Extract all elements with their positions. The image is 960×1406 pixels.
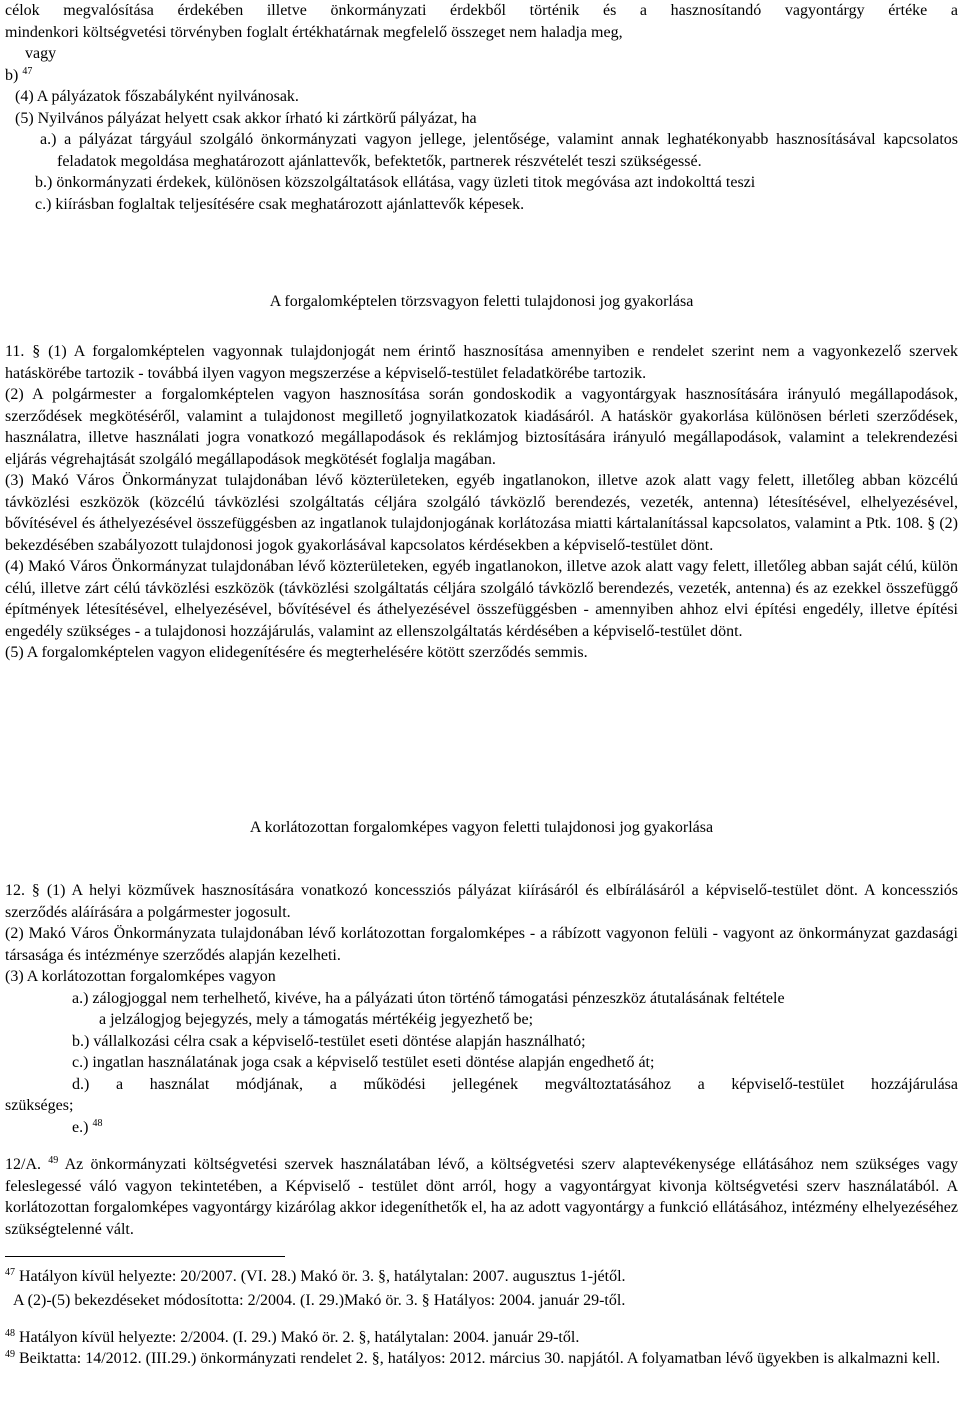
item-label: e.) xyxy=(72,1118,89,1136)
footnote-ref-49[interactable]: 49 xyxy=(48,1155,59,1166)
list-item-b: b.) önkormányzati érdekek, különösen közszolgáltatások ellátása, vagy üzleti titok megóvása azt indokolttá teszi xyxy=(35,174,756,191)
paragraph: (4) Makó Város Önkormányzat tulajdonában lévő közterületeken, egyéb ingatlanokon, illetve azok alatt vagy felett, illetőleg abban saját célú, külön célú, illetve zárt célú távközlési eszközök (távközlési szolgáltatás céljára szolgáló távközlő berendezés, vezeték, antenna) és az ezekkel összefüggő építmények létesítésével, elhelyezésével, bővítésével és áthelyezésével összefüggésben - amennyiben ahhoz elvi építési engedély, illetve építési engedély szükséges - a tulajdonosi hozzájárulás, valamint az ellenszolgáltatás kérdésében a képviselő-testület dönt. xyxy=(5,558,958,640)
list-item-b: b.) vállalkozási célra csak a képviselő-testület eseti döntése alapján használható; xyxy=(72,1032,586,1050)
section-11-body xyxy=(5,341,958,664)
list-item-e xyxy=(5,1117,958,1139)
section-12-body xyxy=(5,880,958,1138)
paragraph xyxy=(5,1154,958,1240)
footnote-text: Hatályon kívül helyezte: 2/2004. (I. 29.) Makó ör. 2. §, hatálytalan: 2004. január 29-től. xyxy=(19,1329,580,1346)
footnote-text: Beiktatta: 14/2012. (III.29.) önkormányzati rendelet 2. §, hatályos: 2012. március 30. napjától. A folyamatban lévő ügyekben is alkalmazni kell. xyxy=(19,1350,941,1367)
footnote-number: 49 xyxy=(5,1349,15,1360)
section-heading: A forgalomképtelen törzsvagyon feletti tulajdonosi jog gyakorlása xyxy=(269,293,694,310)
top-block xyxy=(5,0,958,215)
footnote-47 xyxy=(5,1266,958,1287)
section-label: 12/A. xyxy=(5,1156,41,1173)
footnote-separator xyxy=(5,1256,285,1257)
paragraph: (3) A korlátozottan forgalomképes vagyon xyxy=(5,968,276,985)
paragraph-5: (5) Nyilvános pályázat helyett csak akkor írható ki zártkörű pályázat, ha xyxy=(15,109,477,127)
paragraph-line: célok megvalósítása érdekében illetve önkormányzati érdekből történik és a hasznosítandó vagyontárgy értéke a xyxy=(5,2,958,19)
footnotes xyxy=(5,1266,958,1369)
list-item-a: a.) zálogjoggal nem terhelhető, kivéve, ha a pályázati úton történő támogatási pénzeszköz átutalásának feltétele xyxy=(72,989,785,1007)
paragraph-4: (4) A pályázatok főszabályként nyilvánosak. xyxy=(15,88,299,105)
list-item-a-cont: a jelzálogjog bejegyzés, mely a támogatás mértékéig jegyezhető be; xyxy=(99,1011,534,1028)
list-item-c: c.) kiírásban foglaltak teljesítésére csak meghatározott ajánlattevők képesek. xyxy=(35,195,525,213)
section-text: Az önkormányzati költségvetési szervek használatában lévő, a költségvetési szerv alaptevékenysége ellátásához nem szükséges vagy feleslegessé váló vagyon tekintetében, a Képviselő - testület dönt arról, hogy a vagyontárgyat kivonja költségvetési szerv használatából. A korlátozottan forgalomképes vagyontárgy kizárólag akkor idegeníthetők el, ha az adott vagyontárgy a funkció ellátásához, intézmény elhelyezéséhez szükségtelenné vált. xyxy=(5,1156,959,1238)
section-12a xyxy=(5,1154,958,1240)
item-b-repealed xyxy=(5,65,958,87)
paragraph: (3) Makó Város Önkormányzat tulajdonában lévő közterületeken, egyéb ingatlanokon, illetve azok alatt vagy felett, illetőleg abban közcélú távközlési eszközök (közcélú távközlési szolgáltatás céljára szolgáló távközlő berendezés, vezeték, antenna) létesítésével, elhelyezésével, bővítésével és áthelyezésével összefüggésben az ingatlanok tulajdonjogának korlátozása miatti kártalanítással kapcsolatos, valamint a Ptk. 108. § (2) bekezdésében szabályozott tulajdonosi jogok gyakorlásával kapcsolatos kérdésekben a képviselő-testület dönt. xyxy=(5,472,958,554)
list-item-c: c.) ingatlan használatának joga csak a képviselő testület eseti döntése alapján engedhető át; xyxy=(72,1054,655,1071)
section-heading: A korlátozottan forgalomképes vagyon feletti tulajdonosi jog gyakorlása xyxy=(249,819,714,836)
paragraph: 12. § (1) A helyi közművek hasznosítására vonatkozó koncessziós pályázat kiírásáról és elbírálásáról a képviselő-testület dönt. A koncessziós szerződés aláírására a polgármester jogosult. xyxy=(5,882,958,921)
footnote-number: 48 xyxy=(5,1328,15,1339)
list-item-d-cont: szükséges; xyxy=(5,1097,74,1114)
footnote-ref-48[interactable]: 48 xyxy=(92,1117,103,1129)
item-label: b) xyxy=(5,66,19,84)
paragraph: (2) Makó Város Önkormányzata tulajdonában lévő korlátozottan forgalomképes - a rábízott vagyonon felüli - vagyont az önkormányzat gazdasági társasága és intézménye szerződés alapján kezelheti. xyxy=(5,925,958,964)
footnote-number: 47 xyxy=(5,1267,15,1278)
footnote-48 xyxy=(5,1327,958,1348)
paragraph-line: mindenkori költségvetési törvényben foglalt értékhatárnak megfelelő összeget nem haladja meg, xyxy=(5,23,623,41)
footnote-ref-47[interactable]: 47 xyxy=(22,65,33,77)
footnote-text: Hatályon kívül helyezte: 20/2007. (VI. 28.) Makó ör. 3. §, hatálytalan: 2007. augusztus 1-jétől. xyxy=(19,1268,626,1285)
list-item-a: a.) a pályázat tárgyául szolgáló önkormányzati vagyon jellege, jelentősége, valamint annak leghatékonyabb hasznosításával kapcsolatos feladatok megoldása meghatározott ajánlattevők, befektetők, partnerek részvételét teszi szükségessé. xyxy=(40,131,958,170)
footnote-49 xyxy=(5,1348,958,1369)
paragraph: (2) A polgármester a forgalomképtelen vagyon hasznosítása során gondoskodik a vagyontárgyak hasznosítására irányuló megállapodások, szerződések megkötéséről, valamint a tulajdonost megillető jognyilatkozatok kiadásáról. A hatáskör gyakorlása különösen bérleti szerződések, használatra, illetve használati jogra vonatkozó megállapodások és reklámjog biztosítására irányuló megállapodások, valamint a telekrendezési eljárás végrehajtását szolgáló megállapodások megkötését foglalja magában. xyxy=(5,386,958,468)
paragraph: (5) A forgalomképtelen vagyon elidegenítésére és megterhelésére kötött szerződés semmis. xyxy=(5,644,588,661)
paragraph-line: vagy xyxy=(25,45,57,62)
footnote-47-extra: A (2)-(5) bekezdéseket módosította: 2/2004. (I. 29.)Makó ör. 3. § Hatályos: 2004. január 29-től. xyxy=(13,1292,626,1309)
list-item-d: d.) a használat módjának, a működési jellegének megváltoztatásához a képviselő-testület hozzájárulása xyxy=(72,1075,958,1093)
paragraph: 11. § (1) A forgalomképtelen vagyonnak tulajdonjogát nem érintő hasznosítása amennyiben e rendelet szerint nem a vagyonkezelő szervek hatáskörébe tartozik - továbbá ilyen vagyon megszerzése a képviselő-testület feladatkörébe tartozik. xyxy=(5,343,958,382)
